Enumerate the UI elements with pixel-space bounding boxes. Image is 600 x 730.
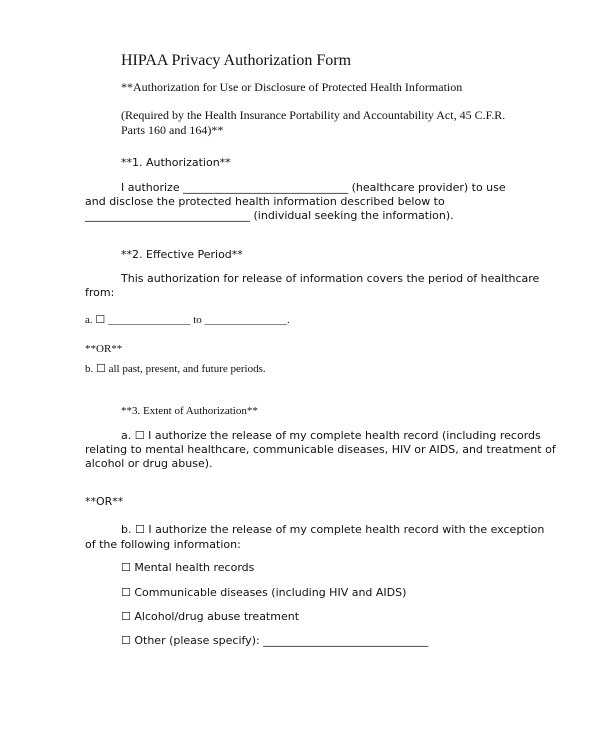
section-3-heading: **3. Extent of Authorization** bbox=[121, 405, 258, 417]
extent-option-b-line-2: of the following information: bbox=[85, 538, 241, 551]
extent-option-a-line-3: alcohol or drug abuse). bbox=[85, 457, 213, 470]
extent-option-a-line-2: relating to mental healthcare, communicable diseases, HIV or AIDS, and treatment of bbox=[85, 443, 556, 456]
effective-period-option-a: a. ☐ _______________ to _______________. bbox=[85, 314, 290, 326]
document-title: HIPAA Privacy Authorization Form bbox=[121, 52, 352, 69]
legal-reference-line-2: Parts 160 and 164)** bbox=[121, 123, 224, 137]
section-1-heading: **1. Authorization** bbox=[121, 156, 231, 169]
effective-period-line-1: This authorization for release of information covers the period of healthcare bbox=[121, 272, 540, 285]
authorization-line-3: ______________________________ (individual seeking the information). bbox=[85, 209, 454, 222]
exception-item-other: ☐ Other (please specify): ______________________________ bbox=[121, 634, 429, 647]
section-2-heading: **2. Effective Period** bbox=[121, 248, 243, 261]
extent-option-b-line-1: b. ☐ I authorize the release of my complete health record with the exception bbox=[121, 523, 545, 536]
effective-period-option-b: b. ☐ all past, present, and future periods. bbox=[85, 363, 266, 375]
exception-item-communicable-diseases: ☐ Communicable diseases (including HIV and AIDS) bbox=[121, 586, 407, 599]
exception-item-mental-health: ☐ Mental health records bbox=[121, 561, 255, 574]
authorization-line-1: I authorize ______________________________ (healthcare provider) to use bbox=[121, 181, 506, 194]
exception-item-alcohol-drug: ☐ Alcohol/drug abuse treatment bbox=[121, 610, 300, 623]
document-subtitle: **Authorization for Use or Disclosure of Protected Health Information bbox=[121, 80, 463, 94]
effective-period-or: **OR** bbox=[85, 343, 123, 355]
extent-option-a-line-1: a. ☐ I authorize the release of my complete health record (including records bbox=[121, 429, 541, 442]
effective-period-line-2: from: bbox=[85, 286, 115, 299]
extent-or: **OR** bbox=[85, 495, 124, 508]
authorization-line-2: and disclose the protected health information described below to bbox=[85, 195, 445, 208]
legal-reference-line-1: (Required by the Health Insurance Portability and Accountability Act, 45 C.F.R. bbox=[121, 108, 506, 122]
